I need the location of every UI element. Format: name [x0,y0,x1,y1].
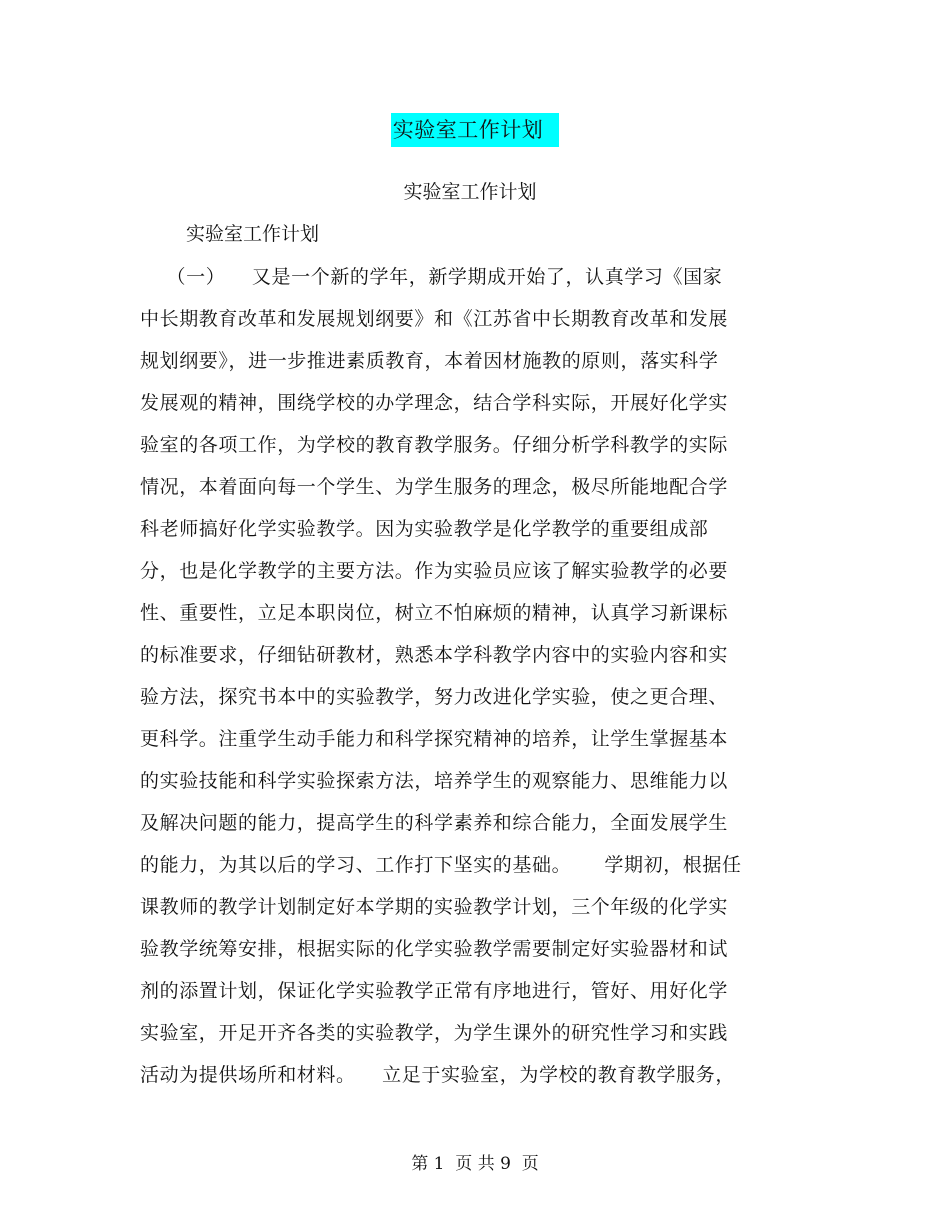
text-line: 的能力，为其以后的学习、工作打下坚实的基础。 学期初，根据任 [140,854,742,876]
text-line: 发展观的精神，围绕学校的办学理念，结合学科实际，开展好化学实 [140,392,729,414]
title-row [0,113,950,147]
body-text [140,262,840,1102]
page-number-footer: 第 1 页 共 9 页 [411,1154,539,1174]
text-line: 规划纲要》，进一步推进素质教育，本着因材施教的原则，落实科学 [140,350,719,372]
document-subtitle: 实验室工作计划 [403,181,537,203]
text-line: 性、重要性，立足本职岗位，树立不怕麻烦的精神，认真学习新课标 [140,602,729,624]
text-line: 验室的各项工作，为学校的教育教学服务。仔细分析学科教学的实际 [140,434,729,456]
text-line: 科老师搞好化学实验教学。因为实验教学是化学教学的重要组成部 [140,518,709,540]
text-line: 中长期教育改革和发展规划纲要》和《江苏省中长期教育改革和发展 [140,308,729,330]
text-line: （一） 又是一个新的学年，新学期成开始了，认真学习《国家 [140,266,723,288]
text-line: 及解决问题的能力，提高学生的科学素养和综合能力，全面发展学生 [140,812,729,834]
section-heading: 实验室工作计划 [186,223,320,245]
text-line: 更科学。注重学生动手能力和科学探究精神的培养，让学生掌握基本 [140,728,729,750]
text-line: 分，也是化学教学的主要方法。作为实验员应该了解实验教学的必要 [140,560,729,582]
text-line: 验教学统筹安排，根据实际的化学实验教学需要制定好实验器材和试 [140,938,729,960]
text-line: 验方法，探究书本中的实验教学，努力改进化学实验，使之更合理、 [140,686,729,708]
text-line: 实验室，开足开齐各类的实验教学，为学生课外的研究性学习和实践 [140,1022,729,1044]
text-line: 情况，本着面向每一个学生、为学生服务的理念，极尽所能地配合学 [140,476,729,498]
text-line: 剂的添置计划，保证化学实验教学正常有序地进行，管好、用好化学 [140,980,729,1002]
text-line: 的实验技能和科学实验探索方法，培养学生的观察能力、思维能力以 [140,770,729,792]
text-line: 课教师的教学计划制定好本学期的实验教学计划，三个年级的化学实 [140,896,729,918]
text-line: 的标准要求，仔细钻研教材，熟悉本学科教学内容中的实验内容和实 [140,644,729,666]
document-title: 实验室工作计划 [391,113,560,147]
text-line: 活动为提供场所和材料。 立足于实验室，为学校的教育教学服务， [140,1064,735,1086]
